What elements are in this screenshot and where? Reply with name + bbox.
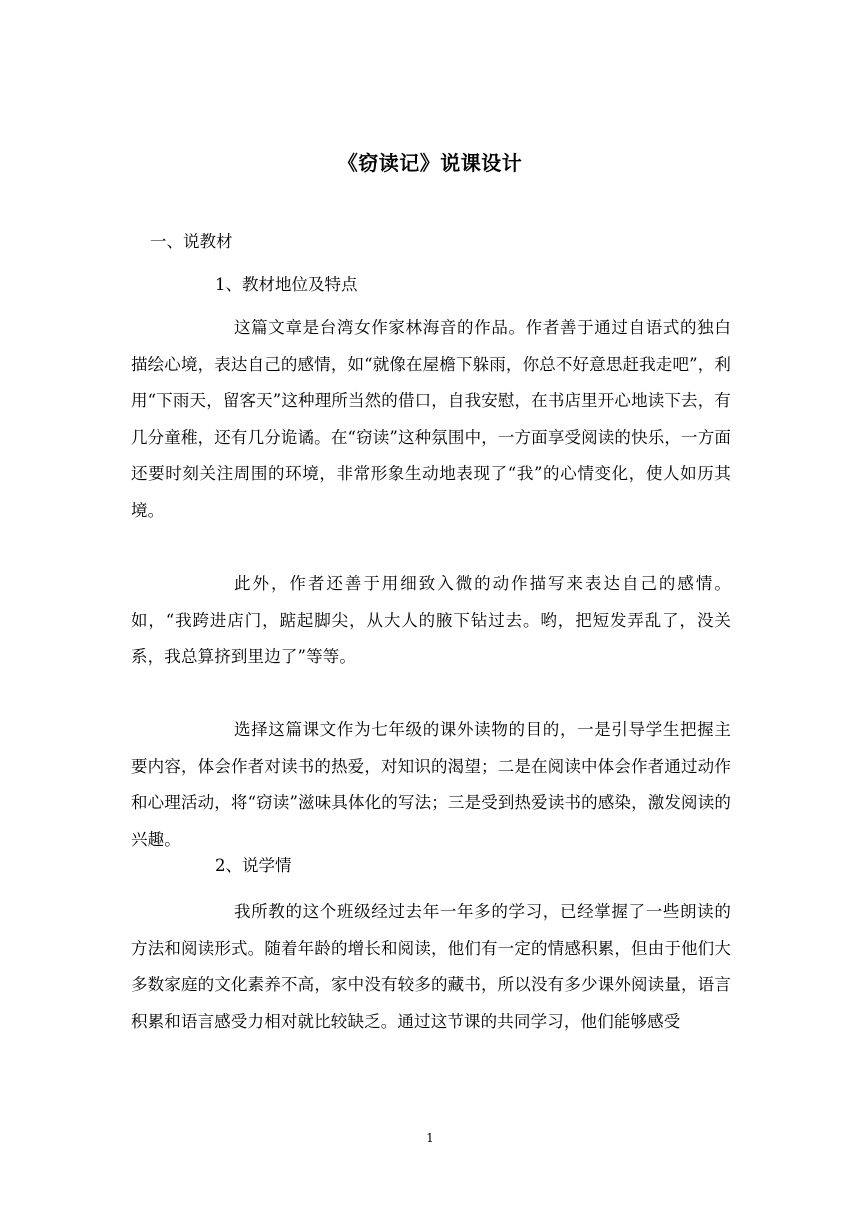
section-heading-teaching-material: 一、说教材 [150, 232, 233, 251]
paragraph-monologue: 这篇文章是台湾女作家林海音的作品。作者善于通过自语式的独白描绘心境，表达自己的感情，如“就像在屋檐下躲雨，你总不好意思赶我走吧”，利用“下雨天，留客天”这种理所当然的借口，自我安慰，在书店里开心地读下去，有几分童稚，还有几分诡谲。在“窃读”这种氛围中，一方面享受阅读的快乐，一方面还要时刻关注周围的环境，非常形象生动地表现了“我”的心情变化，使人如历其境。 [131, 318, 731, 520]
subsection-heading-status-features: 1、教材地位及特点 [215, 275, 358, 294]
paragraph-class-situation: 我所教的这个班级经过去年一年多的学习，已经掌握了一些朗读的方法和阅读形式。随着年龄的增长和阅读，他们有一定的情感积累，但由于他们大多数家庭的文化素养不高，家中没有较多的藏书，所以没有多少课外阅读量，语言积累和语言感受力相对就比较缺乏。通过这节课的共同学习，他们能够感受 [131, 902, 731, 1031]
document-title: 《窃读记》说课设计 [337, 151, 523, 175]
paragraph-purpose: 选择这篇课文作为七年级的课外读物的目的，一是引导学生把握主要内容，体会作者对读书的热爱，对知识的渴望；二是在阅读中体会作者通过动作和心理活动，将“窃读”滋味具体化的写法；三是受到热爱读书的感染，激发阅读的兴趣。 [131, 720, 731, 849]
subsection-heading-student-situation: 2、说学情 [215, 856, 292, 875]
paragraph-action-description: 此外，作者还善于用细致入微的动作描写来表达自己的感情。如，“我跨进店门，踮起脚尖，从大人的腋下钻过去。哟，把短发弄乱了，没关系，我总算挤到里边了”等等。 [131, 574, 731, 667]
page-number: 1 [426, 1131, 434, 1145]
